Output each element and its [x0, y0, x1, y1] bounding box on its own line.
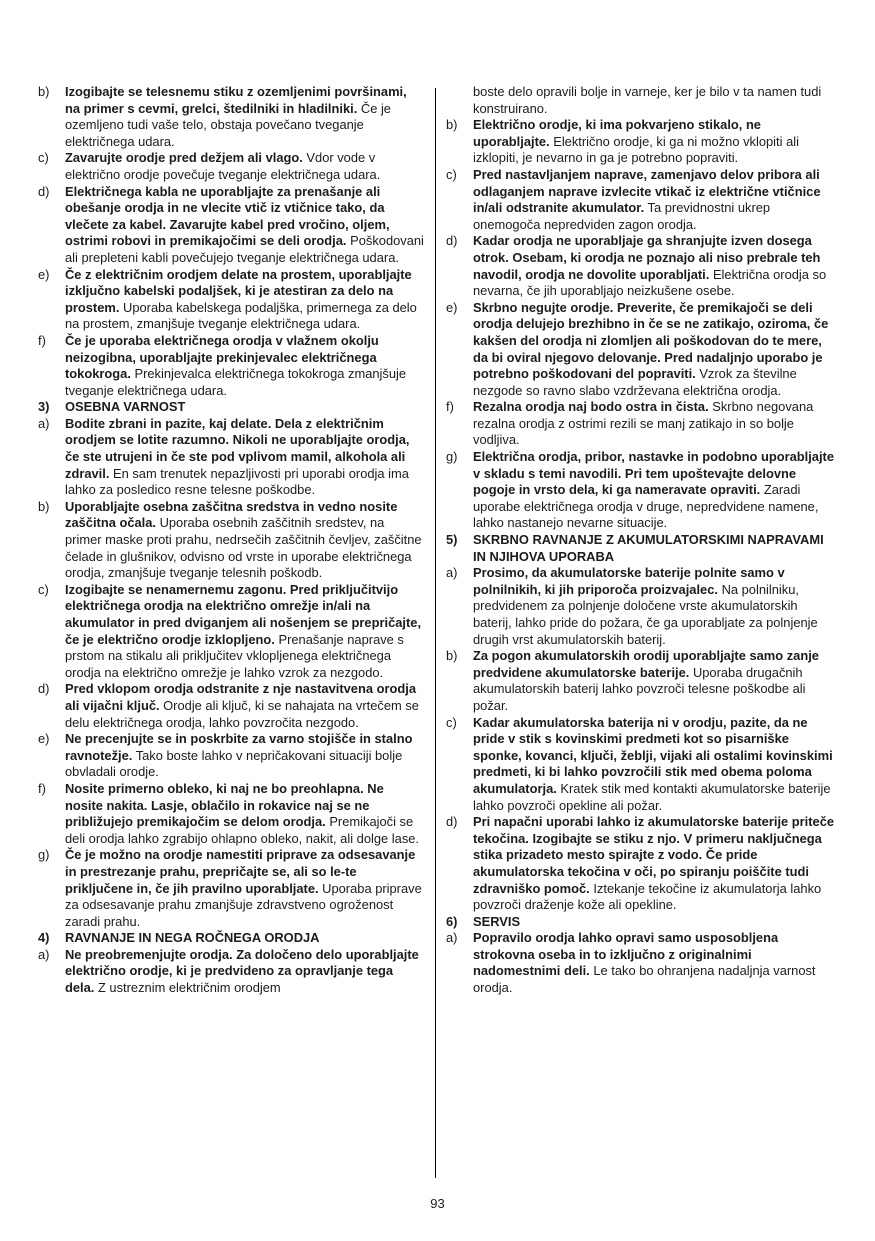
list-item [446, 117, 838, 167]
item-content [473, 914, 838, 931]
right-column [446, 84, 838, 997]
item-body-text: Prenašanje naprave s prstom na stikalu ali priključitev vklopljenega električnega orodja na električno omrežje je lahko vzrok za nezgodo. [65, 631, 404, 680]
list-item [38, 84, 424, 150]
item-content [473, 930, 838, 996]
list-item [38, 416, 424, 499]
item-bold-text: Izogibajte se telesnemu stiku z ozemljenimi površinami, na primer s cevmi, grelci, štedilniki in hladilniki. [65, 84, 407, 116]
item-bold-text: Pri napačni uporabi lahko iz akumulatorske baterije priteče tekočina. Izogibajte se stiku z njo. V primeru naključnega stika prizadeto mesto spirajte z vodo. Če pride akumulatorska tekočina v oči, po spiranju poiščite tudi zdravniško pomoč. [473, 814, 835, 896]
list-item [38, 582, 424, 682]
item-body-text: Električna orodja so nevarna, če jih uporabljajo neizkušene osebe. [473, 266, 827, 299]
item-bold-text: RAVNANJE IN NEGA ROČNEGA ORODJA [65, 930, 320, 946]
item-content [65, 267, 424, 333]
item-label: c) [38, 150, 49, 166]
list-item [446, 930, 838, 996]
item-body-text: Električno orodje, ki ga ni možno vklopiti ali izklopiti, je nevarno in ga je potrebno popraviti. [473, 133, 799, 166]
item-body-text: Premikajoči se deli orodja lahko zgrabijo ohlapno obleko, nakit, ali dolge lase. [65, 814, 420, 846]
item-bold-text: SKRBNO RAVNANJE Z AKUMULATORSKIMI NAPRAVAMI IN NJIHOVA UPORABA [473, 532, 824, 564]
item-bold-text: Kadar akumulatorska baterija ni v orodju, pazite, da ne pride v stik s kovinskimi predmeti kot so pisarniške sponke, kovanci, ključi, žeblji, vijaki ali ostalimi kovinskimi predmeti, ki bi lahko povzročili stik med obema poloma akumulatorja. [473, 714, 833, 796]
item-content [473, 117, 838, 167]
left-column [38, 84, 424, 997]
item-bold-text: Električno orodje, ki ima pokvarjeno stikalo, ne uporabljajte. [473, 117, 761, 149]
item-body-text: Uporaba kabelskega podaljška, primernega za delo na prostem, zmanjšuje tveganje električnega udara. [65, 299, 417, 332]
item-body-text: Uporaba drugačnih akumulatorskih baterij lahko povzroči telesne poškodbe ali požar. [473, 664, 806, 713]
item-body-text: Vdor vode v električno orodje povečuje tveganje električnega udara. [65, 150, 381, 182]
list-item [38, 333, 424, 399]
item-content [65, 184, 424, 267]
item-content [473, 449, 838, 532]
item-bold-text: Električnega kabla ne uporabljajte za prenašanje ali obešanje orodja in ne vlecite vtič iz vtičnice tako, da vlečete za kabel. Zavarujte kabel pred vročino, oljem, ostrimi robovi in premikajočimi se deli orodja. [65, 183, 390, 249]
item-label: a) [38, 946, 50, 962]
item-bold-text: Če je uporaba električnega orodja v vlažnem okolju neizogibna, uporabljajte prekinjevalec električnega tokokroga. [65, 332, 379, 382]
item-content [473, 565, 838, 648]
section-heading [38, 930, 424, 947]
item-content [65, 731, 424, 781]
item-label: d) [38, 183, 50, 199]
item-body-text: Na polnilniku, predvidenem za polnjenje določene vrste akumulatorskih baterij, lahko pride do požara, če ga uporabljate za polnjenje drugih vrst akumulatorskih baterij. [473, 581, 818, 647]
item-content [65, 847, 424, 930]
item-body-text: Poškodovani ali prepleteni kabli povečujejo tveganje električnega udara. [65, 233, 424, 265]
list-item [446, 814, 838, 914]
item-body-text: Iztekanje tekočine iz akumulatorja lahko povzroči draženje kože ali opekline. [473, 880, 822, 913]
item-content [65, 150, 424, 183]
item-body-text: Prekinjevalca električnega tokokroga zmanjšuje tveganje električnega udara. [65, 366, 407, 398]
item-content [473, 233, 838, 299]
list-item [38, 847, 424, 930]
item-body-text: Zaradi uporabe električnega orodja v druge, nepredvidene namene, lahko nastanejo nevarne situacije. [473, 482, 819, 531]
item-content [65, 399, 424, 416]
page-number: 93 [430, 1196, 445, 1211]
item-bold-text: Skrbno negujte orodje. Preverite, če premikajoči se deli orodja delujejo brezhibno in če se ne zatikajo, oziroma, če kakšen del orodja ni zlomljen ali poškodovan do te mere, da bi oviral njegovo delovanje. Pred nadaljnjo uporabo je potrebno poškodovani del popraviti. [473, 299, 829, 382]
item-bold-text: Za pogon akumulatorskih orodij uporabljajte samo zanje predvidene akumulatorske baterije. [473, 648, 819, 680]
item-bold-text: Ne preobremenjujte orodja. Za določeno delo uporabljajte električno orodje, ki je predvideno za opravljanje tega dela. [65, 946, 419, 996]
item-content [65, 333, 424, 399]
list-item [446, 300, 838, 400]
item-label: a) [446, 930, 458, 946]
item-label: b) [446, 648, 458, 664]
item-label: e) [38, 266, 50, 282]
item-content [473, 532, 838, 565]
item-content [65, 681, 424, 731]
section-heading [446, 532, 838, 565]
item-bold-text: Če z električnim orodjem delate na prostem, uporabljajte izključno kabelski podaljšek, ki je atestiran za delo na prostem. [65, 266, 412, 315]
list-item [38, 184, 424, 267]
item-label: f) [38, 332, 46, 348]
item-label: g) [446, 449, 458, 465]
item-bold-text: Prosimo, da akumulatorske baterije polnite samo v polnilnikih, ki jih priporoča proizvajalec. [473, 565, 785, 597]
list-item [446, 399, 838, 449]
section-heading [38, 399, 424, 416]
item-label: c) [446, 166, 457, 182]
item-body-text: Le tako bo ohranjena nadaljnja varnost orodja. [473, 963, 816, 996]
list-item [38, 499, 424, 582]
list-item [38, 947, 424, 997]
list-item [38, 781, 424, 847]
continuation-text: boste delo opravili bolje in varneje, ker je bilo v ta namen tudi konstruirano. [473, 84, 822, 116]
list-item [38, 681, 424, 731]
list-item [446, 167, 838, 233]
item-content [65, 930, 424, 947]
item-body-text: Skrbno negovana rezalna orodja z ostrimi rezili se manj zatikajo in so bolje vodljiva. [473, 399, 814, 448]
item-bold-text: SERVIS [473, 913, 521, 929]
item-label: 4) [38, 930, 50, 946]
list-item [446, 648, 838, 714]
item-label: d) [446, 814, 458, 830]
item-label: c) [38, 581, 49, 597]
item-label: c) [446, 714, 457, 730]
item-bold-text: Kadar orodja ne uporabljaje ga shranjujte izven dosega otrok. Osebam, ki orodja ne poznajo ali niso prebrale teh navodil, orodja ne dovolite uporabljati. [473, 233, 821, 282]
item-label: b) [446, 117, 458, 133]
item-bold-text: Pred vklopom orodja odstranite z nje nastavitvena orodja ali vijačni ključ. [65, 681, 416, 713]
item-bold-text: Če je možno na orodje namestiti priprave za odsesavanje in prestrezanje prahu, prepričajte se, ali so le-te priključene in, če jih pravilno uporabljate. [65, 847, 416, 896]
item-content [473, 300, 838, 400]
item-content [65, 947, 424, 997]
item-content [473, 167, 838, 233]
item-bold-text: Izogibajte se nenamernemu zagonu. Pred priključitvijo električnega orodja na električno omrežje in/ali na akumulator in pred dviganjem ali nošenjem se prepričajte, če je električno orodje izklopljeno. [65, 581, 422, 647]
item-content [473, 814, 838, 914]
item-body-text: Če je ozemljeno tudi vaše telo, obstaja povečano tveganje električnega udara. [65, 100, 391, 149]
item-label: e) [38, 731, 50, 747]
item-content [65, 416, 424, 499]
item-label: 3) [38, 399, 50, 415]
item-body-text: Ta previdnostni ukrep onemogoča nepredviden zagon orodja. [473, 200, 771, 232]
item-label: f) [446, 399, 454, 415]
item-label: e) [446, 299, 458, 315]
section-heading [446, 914, 838, 931]
item-body-text: Vzrok za številne nezgode so ravno slabo vzdrževana električna orodja. [473, 366, 797, 398]
item-bold-text: Električna orodja, pribor, nastavke in podobno uporabljajte v skladu s temi navodili. Pri tem upoštevajte delovne pogoje in vrsto dela, ki ga nameravate opraviti. [473, 449, 835, 498]
item-body-text: Uporaba priprave za odsesavanje prahu zmanjšuje zdravstveno ogroženost zaradi prahu. [65, 880, 422, 929]
list-item [446, 565, 838, 648]
item-bold-text: OSEBNA VARNOST [65, 399, 186, 415]
item-bold-text: Zavarujte orodje pred dežjem ali vlago. [65, 150, 303, 166]
list-item [446, 233, 838, 299]
list-item [38, 731, 424, 781]
item-body-text: Uporaba osebnih zaščitnih sredstev, na primer maske proti prahu, nedrsečih zaščitnih čevljev, zaščitne čelade in glušnikov, odvisno od vrste in uporabe električnega orodja, zmanjšuje tveganje telesnih poškodb. [65, 515, 422, 581]
item-label: 6) [446, 913, 458, 929]
item-label: a) [446, 565, 458, 581]
item-label: b) [38, 498, 50, 514]
item-content [473, 648, 838, 714]
item-label: d) [38, 681, 50, 697]
item-bold-text: Nosite primerno obleko, ki naj ne bo preohlapna. Ne nosite nakita. Lasje, oblačilo in rokavice naj se ne približujejo premikajočim se delom orodja. [65, 780, 384, 830]
item-bold-text: Uporabljajte osebna zaščitna sredstva in vedno nosite zaščitna očala. [65, 498, 398, 531]
item-bold-text: Rezalna orodja naj bodo ostra in čista. [473, 399, 709, 415]
list-item [446, 715, 838, 815]
item-label: f) [38, 780, 46, 796]
column-divider [435, 88, 436, 1178]
list-item [38, 267, 424, 333]
item-body-text: Tako boste lahko v nepričakovani situaciji bolje obvladali orodje. [65, 747, 403, 780]
item-content [473, 715, 838, 815]
item-content [65, 84, 424, 150]
item-content [65, 582, 424, 682]
list-item [38, 150, 424, 183]
item-label: g) [38, 847, 50, 863]
item-body-text: Z ustreznim električnim orodjem [94, 980, 281, 996]
item-bold-text: Pred nastavljanjem naprave, zamenjavo delov pribora ali odlaganjem naprave izvlecite vtikač iz električne vtičnice in/ali odstranite akumulator. [473, 166, 821, 216]
item-body-text: Orodje ali ključ, ki se nahajata na vrtečem se delu električnega orodja, lahko povzročita nezgodo. [65, 697, 419, 730]
item-label: a) [38, 415, 50, 431]
item-body-text: Kratek stik med kontakti akumulatorske baterije lahko povzroči opekline ali požar. [473, 780, 831, 813]
item-content [473, 399, 838, 449]
item-label: 5) [446, 532, 458, 548]
item-label: b) [38, 84, 50, 99]
item-bold-text: Bodite zbrani in pazite, kaj delate. Dela z električnim orodjem se lotite razumno. Nikoli ne uporabljajte orodja, če ste utrujeni in če ste pod vplivom mamil, alkohola ali zdravil. [65, 415, 410, 481]
list-item [446, 449, 838, 532]
item-label: d) [446, 233, 458, 249]
item-content [65, 499, 424, 582]
item-body-text: En sam trenutek nepazljivosti pri uporabi orodja ima lahko za posledico resne telesne poškodbe. [65, 465, 409, 498]
item-bold-text: Ne precenjujte se in poskrbite za varno stojišče in stalno ravnotežje. [65, 731, 413, 763]
item-content [65, 781, 424, 847]
item-bold-text: Popravilo orodja lahko opravi samo usposobljena strokovna oseba in to izključno z originalnimi nadomestnimi deli. [473, 930, 779, 979]
